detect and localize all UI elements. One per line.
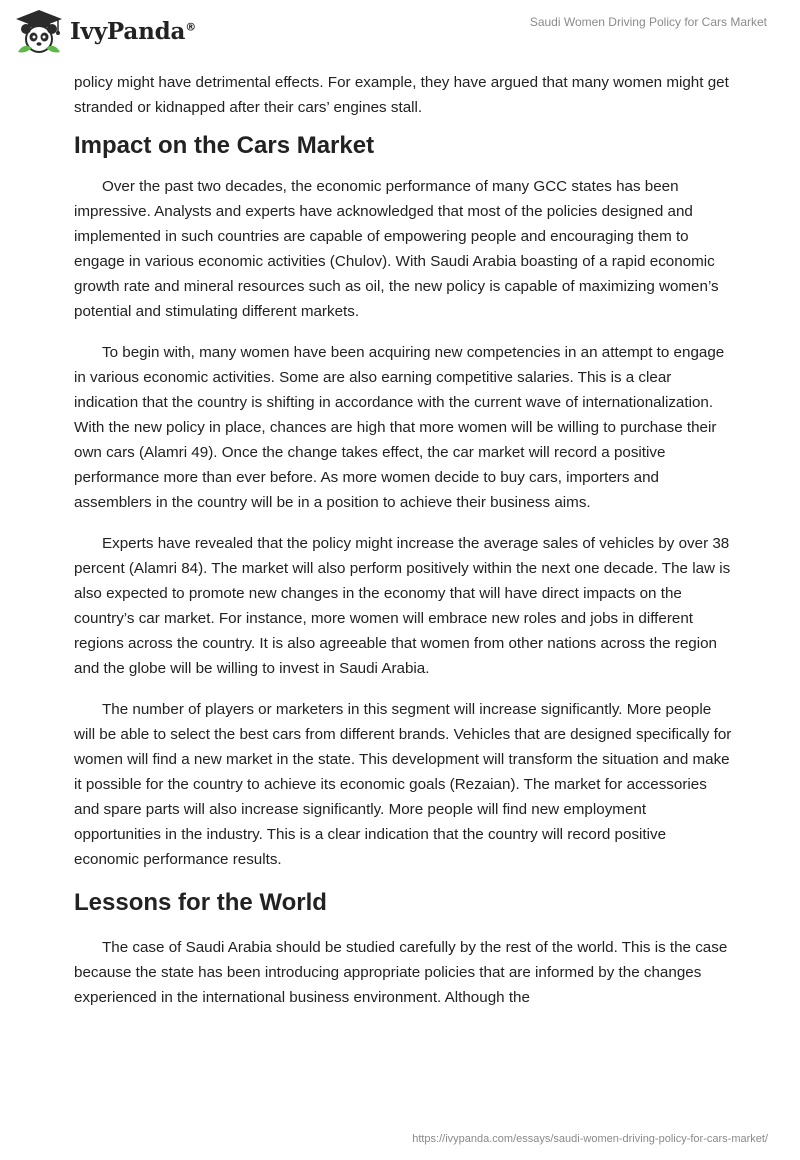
paragraph: Over the past two decades, the economic performance of many GCC states has been impressive. Analysts and experts have acknowledged that most of the policies designed and implemented in such countries are capable of empowering people and encouraging them to engage in various economic activities (Chulov). With Saudi Arabia boasting of a rapid economic growth rate and mineral resources such as oil, the new policy is capable of maximizing women’s potential and stimulating different markets. [74,178,719,320]
document-title: Saudi Women Driving Policy for Cars Market [529,15,767,29]
source-url[interactable]: https://ivypanda.com/essays/saudi-women-driving-policy-for-cars-market/ [412,1133,768,1145]
brand-name: IvyPanda® [70,17,196,45]
paragraph: Experts have revealed that the policy might increase the average sales of vehicles by over 38 percent (Alamri 84). The market will also perform positively within the next one decade. The law is also expected to promote new changes in the economy that will have direct impacts on the country’s car market. For instance, more women will embrace new roles and jobs in different regions across the country. It is also agreeable that women from other nations across the region and the globe will be willing to invest in Saudi Arabia. [74,535,731,677]
paragraph: To begin with, many women have been acquiring new competencies in an attempt to engage in various economic activities. Some are also earning competitive salaries. This is a clear indication that the country is shifting in accordance with the current wave of internationalization. With the new policy in place, chances are high that more women will be willing to purchase their own cars (Alamri 49). Once the change takes effect, the car market will record a positive performance more than ever before. As more women decide to buy cars, importers and assemblers in the country will be in a position to achieve their business aims. [74,344,725,511]
page-header [0,0,800,60]
registered-mark: ® [185,19,196,33]
essay-body [74,70,734,1010]
section-heading-lessons: Lessons for the World [74,889,327,916]
panda-graduate-logo-icon [14,8,64,54]
intro-paragraph: policy might have detrimental effects. For example, they have argued that many women might get stranded or kidnapped after their cars’ engines stall. [74,74,729,116]
brand-logo[interactable] [14,8,196,54]
paragraph: The number of players or marketers in this segment will increase significantly. More people will be able to select the best cars from different brands. Vehicles that are designed specifically for women will find a new market in the state. This development will transform the situation and make it possible for the country to achieve its economic goals (Rezaian). The market for accessories and spare parts will also increase significantly. More people will find new employment opportunities in the industry. This is a clear indication that the country will record positive economic performance results. [74,701,732,868]
section-heading-impact: Impact on the Cars Market [74,132,375,159]
paragraph: The case of Saudi Arabia should be studied carefully by the rest of the world. This is the case because the state has been introducing appropriate policies that are informed by the changes experienced in the international business environment. Although the [74,939,728,1006]
